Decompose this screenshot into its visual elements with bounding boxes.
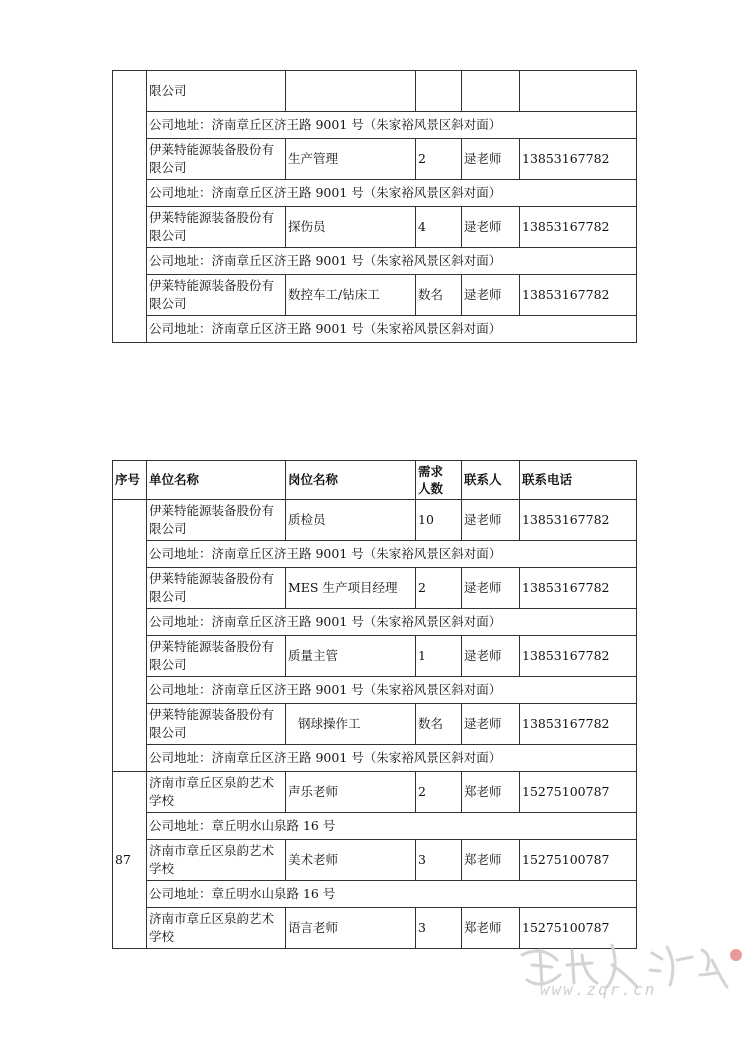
position-cell: 探伤员	[286, 207, 416, 248]
company-cell: 济南市章丘区泉韵艺术学校	[147, 840, 286, 881]
contact-cell	[462, 71, 520, 112]
phone-cell: 13853167782	[520, 636, 637, 677]
table-row	[113, 704, 637, 745]
contact-cell: 郑老师	[462, 840, 520, 881]
address-row	[113, 609, 637, 636]
seq-cell	[113, 500, 147, 772]
contact-cell: 逯老师	[462, 139, 520, 180]
header-count	[416, 461, 462, 500]
phone-cell: 15275100787	[520, 772, 637, 813]
count-cell: 2	[416, 568, 462, 609]
address-row	[113, 677, 637, 704]
table-row	[113, 636, 637, 677]
table-row	[113, 207, 637, 248]
count-cell: 10	[416, 500, 462, 541]
contact-cell: 逯老师	[462, 275, 520, 316]
count-cell: 数名	[416, 704, 462, 745]
table-row	[113, 840, 637, 881]
count-cell: 1	[416, 636, 462, 677]
job-table	[112, 460, 637, 949]
position-cell: 语言老师	[286, 908, 416, 949]
address-cell: 公司地址：济南章丘区济王路 9001 号（朱家裕风景区斜对面）	[147, 745, 637, 772]
table-row	[113, 772, 637, 813]
company-cell: 伊莱特能源装备股份有限公司	[147, 500, 286, 541]
contact-cell: 郑老师	[462, 908, 520, 949]
table-row	[113, 500, 637, 541]
address-row	[113, 316, 637, 343]
company-cell: 伊莱特能源装备股份有限公司	[147, 636, 286, 677]
address-row	[113, 881, 637, 908]
table-header-row	[113, 461, 637, 500]
address-row	[113, 813, 637, 840]
count-cell: 3	[416, 840, 462, 881]
position-cell: 声乐老师	[286, 772, 416, 813]
position-cell: 美术老师	[286, 840, 416, 881]
contact-cell: 逯老师	[462, 704, 520, 745]
address-cell: 公司地址：济南章丘区济王路 9001 号（朱家裕风景区斜对面）	[147, 316, 637, 343]
company-cell: 伊莱特能源装备股份有限公司	[147, 275, 286, 316]
count-cell: 2	[416, 139, 462, 180]
contact-cell: 逯老师	[462, 500, 520, 541]
phone-cell: 15275100787	[520, 840, 637, 881]
company-cell: 伊莱特能源装备股份有限公司	[147, 568, 286, 609]
header-phone: 联系电话	[520, 461, 637, 500]
phone-cell: 13853167782	[520, 568, 637, 609]
count-cell: 数名	[416, 275, 462, 316]
phone-cell: 15275100787	[520, 908, 637, 949]
table-row	[113, 139, 637, 180]
watermark-url: www.zqr.cn	[540, 980, 657, 999]
address-row	[113, 248, 637, 275]
contact-cell: 逯老师	[462, 568, 520, 609]
company-cell: 济南市章丘区泉韵艺术学校	[147, 908, 286, 949]
company-cell: 济南市章丘区泉韵艺术学校	[147, 772, 286, 813]
header-company: 单位名称	[147, 461, 286, 500]
header-position: 岗位名称	[286, 461, 416, 500]
address-cell: 公司地址：章丘明水山泉路 16 号	[147, 813, 637, 840]
position-cell: 数控车工/钻床工	[286, 275, 416, 316]
header-count-line2: 人数	[418, 481, 444, 496]
address-cell: 公司地址：济南章丘区济王路 9001 号（朱家裕风景区斜对面）	[147, 609, 637, 636]
header-seq: 序号	[113, 461, 147, 500]
position-cell: 钢球操作工	[286, 704, 416, 745]
address-cell: 公司地址：济南章丘区济王路 9001 号（朱家裕风景区斜对面）	[147, 112, 637, 139]
phone-cell	[520, 71, 637, 112]
address-cell: 公司地址：济南章丘区济王路 9001 号（朱家裕风景区斜对面）	[147, 541, 637, 568]
header-contact: 联系人	[462, 461, 520, 500]
position-cell	[286, 71, 416, 112]
address-row	[113, 180, 637, 207]
position-cell: 质量主管	[286, 636, 416, 677]
company-cell: 限公司	[147, 71, 286, 112]
position-cell: 质检员	[286, 500, 416, 541]
seq-cell: 87	[113, 772, 147, 949]
company-cell: 伊莱特能源装备股份有限公司	[147, 704, 286, 745]
table-row	[113, 275, 637, 316]
count-cell: 4	[416, 207, 462, 248]
phone-cell: 13853167782	[520, 207, 637, 248]
seq-cell	[113, 71, 147, 343]
phone-cell: 13853167782	[520, 704, 637, 745]
table-row	[113, 568, 637, 609]
company-cell: 伊莱特能源装备股份有限公司	[147, 139, 286, 180]
company-cell: 伊莱特能源装备股份有限公司	[147, 207, 286, 248]
phone-cell: 13853167782	[520, 275, 637, 316]
address-cell: 公司地址：章丘明水山泉路 16 号	[147, 881, 637, 908]
position-cell: 生产管理	[286, 139, 416, 180]
job-table-continued	[112, 70, 637, 343]
position-cell: MES 生产项目经理	[286, 568, 416, 609]
count-cell: 2	[416, 772, 462, 813]
address-cell: 公司地址：济南章丘区济王路 9001 号（朱家裕风景区斜对面）	[147, 248, 637, 275]
address-row	[113, 112, 637, 139]
address-row	[113, 541, 637, 568]
phone-cell: 13853167782	[520, 500, 637, 541]
count-cell	[416, 71, 462, 112]
address-cell: 公司地址：济南章丘区济王路 9001 号（朱家裕风景区斜对面）	[147, 180, 637, 207]
count-cell: 3	[416, 908, 462, 949]
contact-cell: 郑老师	[462, 772, 520, 813]
contact-cell: 逯老师	[462, 207, 520, 248]
table-row	[113, 71, 637, 112]
address-cell: 公司地址：济南章丘区济王路 9001 号（朱家裕风景区斜对面）	[147, 677, 637, 704]
phone-cell: 13853167782	[520, 139, 637, 180]
contact-cell: 逯老师	[462, 636, 520, 677]
address-row	[113, 745, 637, 772]
header-count-line1: 需求	[418, 464, 444, 479]
